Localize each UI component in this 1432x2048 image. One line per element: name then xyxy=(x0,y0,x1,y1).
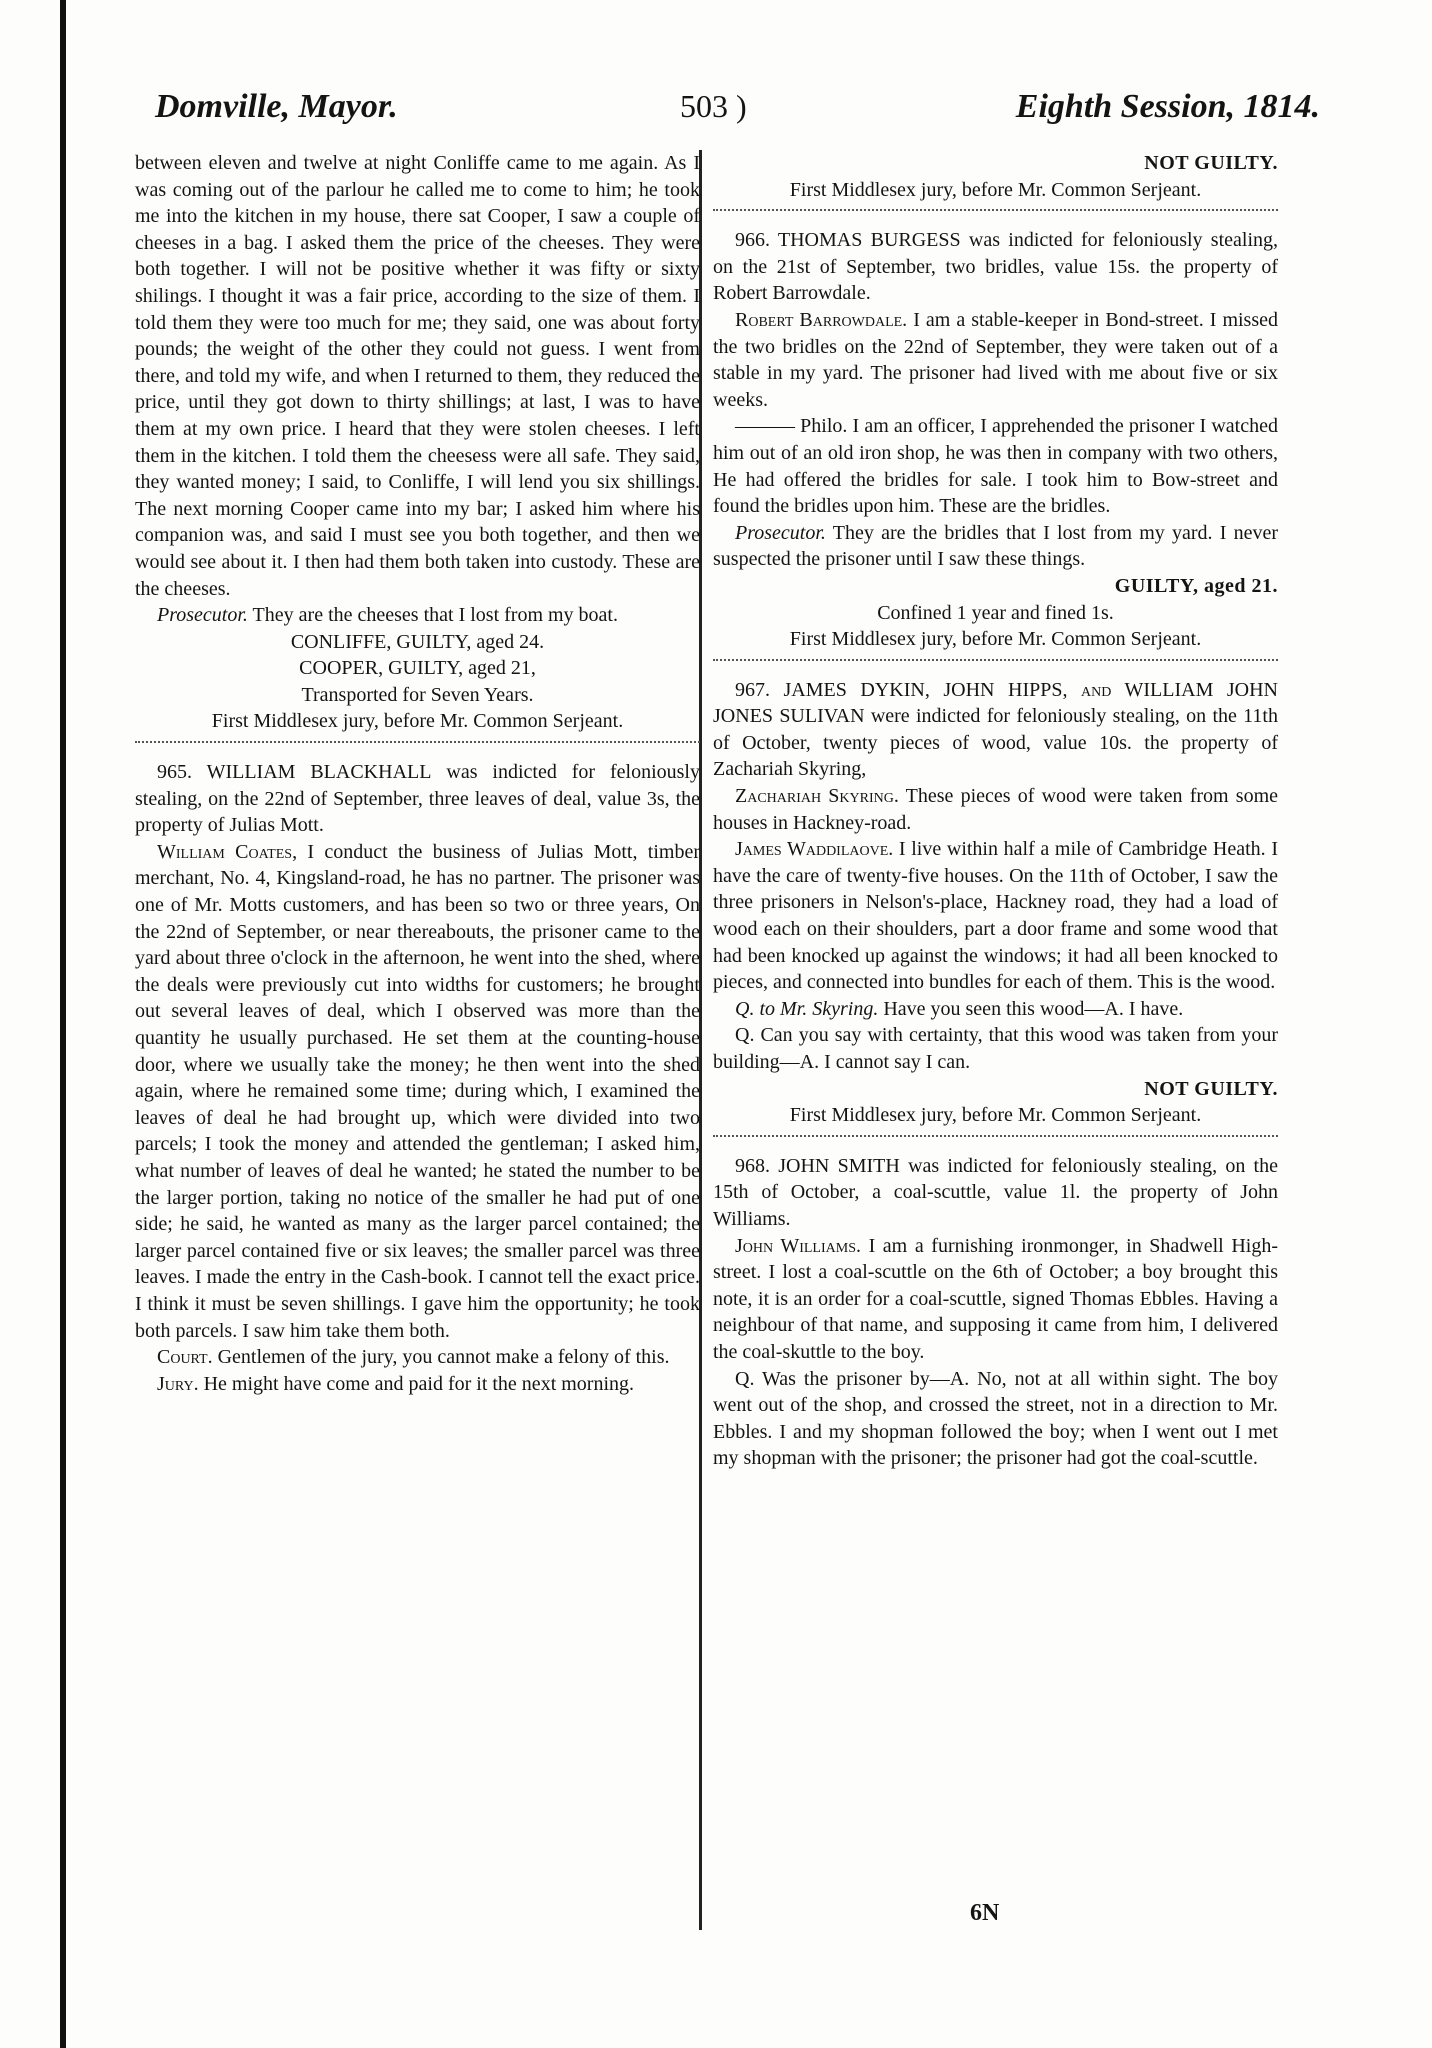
question-answer: Q. Was the prisoner by—A. No, not at all within sight. The boy went out of the shop, and crossed the street, not in a direction to Mr. Ebbles. I and my shopman followed the boy; when I went out I met my shopman with the prisoner; the prisoner had got the coal-scuttle. xyxy=(713,1367,1278,1470)
case-text: was indicted for feloniously stealing, on the 21st of September, two bridles, value 15s. the property of Robert Barrowdale. xyxy=(713,229,1279,305)
verdict-line: GUILTY, aged 21. xyxy=(1114,574,1278,597)
running-head-left: Domville, Mayor. xyxy=(155,88,398,125)
testimony-paragraph xyxy=(713,413,1278,519)
case-paragraph xyxy=(713,1153,1278,1233)
sentence-line: Confined 1 year and fined 1s. xyxy=(877,601,1114,624)
testimony-text: I conduct the business of Julias Mott, timber merchant, No. 4, Kingsland-road, he has no partner. The prisoner was one of Mr. Motts customers, and has been so two or three years, On the 22nd of September, or near thereabouts, the prisoner came to the yard about three o'clock in the afternoon, he went into the shed, where the deals were previously cut into widths for customers; he brought out several leaves of deal, which I observed was more than the quantity he usually purchased. He set them at the counting-house door, where we usually take the money; he then went into the shed again, where he remained some time; during which, I examined the leaves of deal he had brought up, which were divided into two parcels; I took the money and attended the gentleman; I asked him, what number of leaves of deal he wanted; he stated the number to be the larger portion, taking no notice of the smaller he had put of one side; he said, he wanted as many as the larger parcel contained; the larger parcel contained five or six leaves; the smaller parcel was three leaves. I made the entry in the Cash-book. I cannot tell the exact price. I think it must be seven shillings. I gave him the opportunity; he took both parcels. I saw him take them both. xyxy=(135,840,701,1342)
statement-text: They are the cheeses that I lost from my boat. xyxy=(247,604,618,627)
case-text: were indicted for feloniously stealing, on the 11th of October, twenty pieces of wood, value 10s. the property of Zachariah Skyring, xyxy=(713,705,1278,781)
jury-line: First Middlesex jury, before Mr. Common Serjeant. xyxy=(789,628,1202,651)
testimony-paragraph xyxy=(713,836,1278,996)
testimony-text: I am a stable-keeper in Bond-street. I missed the two bridles on the 22nd of September, they were taken out of a stable in my yard. The prisoner had lived with me about five or six weeks. xyxy=(713,308,1278,411)
speaker-label: Prosecutor. xyxy=(157,604,248,627)
case-paragraph xyxy=(713,227,1278,307)
jury-statement xyxy=(135,1371,700,1398)
testimony-text: I live within half a mile of Cambridge Heath. I have the care of twenty-five houses. On the 11th of October, I saw the three prisoners in Nelson's-place, Hackney road, they had a load of wood each on their shoulders, part a door frame and some wood that had been knocked up against the windows; it had all been knocked to pieces, and connected into bundles for each of them. This is the wood. xyxy=(713,838,1278,994)
witness-name: Zachariah Skyring. xyxy=(735,785,899,808)
witness-name: ——— Philo. xyxy=(735,415,848,438)
speaker-label: Jury. xyxy=(157,1372,199,1395)
case-paragraph xyxy=(135,759,700,839)
case-heading: 968. JOHN SMITH xyxy=(735,1154,900,1177)
question-label: Q. to Mr. Skyring. xyxy=(735,997,879,1020)
case-heading: 967. JAMES DYKIN, JOHN HIPPS, and WILLIAM JOHN JONES SULIVAN xyxy=(713,678,1278,728)
court-statement xyxy=(135,1344,700,1371)
testimony-paragraph: between eleven and twelve at night Conliffe came to me again. As I was coming out of the parlour he called me to come to him; he took me into the kitchen in my house, there sat Cooper, I saw a couple of cheeses in a bag. I asked them the price of the cheeses. They were both together. I will not be positive whether it was fifty or sixty shilings. I thought it was a fair price, according to the size of them. I told them they were too much for me; they said, one was about forty pounds; the weight of the other they could not guess. I went from there, and told my wife, and when I returned to them, they reduced the price, until they got down to thirty shillings; at last, I was to have them at my own price. I heard that they were stolen cheeses. I left them in the kitchen. I told them the cheesess were all safe. They said, they wanted money; I said, to Conliffe, I will lend you six shillings. The next morning Cooper came into my bar; I asked him where his companion was, and said I must see you both together, and then we would see about it. I then had them both taken into custody. These are the cheeses. xyxy=(135,152,700,600)
section-separator xyxy=(713,209,1278,219)
testimony-paragraph xyxy=(713,307,1278,413)
sentence-line: Transported for Seven Years. xyxy=(301,683,534,706)
testimony-text: These pieces of wood were taken from some houses in Hackney-road. xyxy=(713,785,1279,834)
witness-name: Robert Barrowdale. xyxy=(735,308,908,331)
testimony-paragraph xyxy=(713,783,1278,836)
testimony-text: I am a furnishing ironmonger, in Shadwell High-street. I lost a coal-scuttle on the 6th of October; a boy brought this note, it is an order for a coal-scuttle, signed Thomas Ebbles. Having a neighbour of that name, and supposing it came from him, I delivered the coal-skuttle to the boy. xyxy=(713,1234,1278,1363)
scan-edge-line xyxy=(60,0,66,2048)
case-text: was indicted for feloniously stealing, on the 22nd of September, three leaves of deal, value 3s, the property of Julias Mott. xyxy=(135,761,700,837)
right-column xyxy=(713,150,1278,1472)
left-column xyxy=(135,150,700,1397)
section-separator xyxy=(135,741,700,751)
qa-text: Have you seen this wood—A. I have. xyxy=(878,997,1184,1020)
verdict-line: COOPER, GUILTY, aged 21, xyxy=(299,657,536,680)
section-separator xyxy=(713,1135,1278,1145)
jury-line: First Middlesex jury, before Mr. Common Serjeant. xyxy=(789,1104,1202,1127)
running-head-right: Eighth Session, 1814. xyxy=(1015,88,1320,125)
statement-text: They are the bridles that I lost from my yard. I never suspected the prisoner until I saw these things. xyxy=(713,521,1278,571)
case-text: was indicted for feloniously stealing, on the 15th of October, a coal-scuttle, value 1l. the property of John Williams. xyxy=(713,1154,1278,1230)
witness-name: John Williams. xyxy=(735,1234,861,1257)
testimony-paragraph xyxy=(135,839,700,1344)
prosecutor-statement xyxy=(713,520,1278,573)
verdict-line: NOT GUILTY. xyxy=(1144,152,1278,174)
prosecutor-statement xyxy=(135,602,700,629)
question-answer xyxy=(713,996,1278,1023)
page-header xyxy=(155,88,1320,134)
witness-name: James Waddilaove. xyxy=(735,838,894,861)
speaker-label: Prosecutor. xyxy=(735,521,826,544)
testimony-text: I am an officer, I apprehended the prisoner I watched him out of an old iron shop, he was then in company with two others, He had offered the bridles for sale. I took him to Bow-street and found the bridles upon him. These are the bridles. xyxy=(713,415,1278,518)
statement-text: Gentlemen of the jury, you cannot make a felony of this. xyxy=(212,1346,670,1369)
jury-line: First Middlesex jury, before Mr. Common Serjeant. xyxy=(211,710,624,733)
verdict-line: CONLIFFE, GUILTY, aged 24. xyxy=(290,630,545,653)
verdict-line: NOT GUILTY. xyxy=(1144,1077,1278,1100)
case-heading: 965. WILLIAM BLACKHALL xyxy=(157,761,432,784)
section-separator xyxy=(713,659,1278,669)
signature-mark: 6N xyxy=(970,1900,1000,1926)
statement-text: He might have come and paid for it the next morning. xyxy=(198,1372,635,1395)
page-number: 503 ) xyxy=(680,88,747,124)
testimony-paragraph xyxy=(713,1233,1278,1366)
speaker-label: Court. xyxy=(157,1346,213,1369)
witness-name: William Coates, xyxy=(157,840,298,863)
case-paragraph xyxy=(713,677,1278,783)
question-answer: Q. Can you say with certainty, that this wood was taken from your building—A. I cannot say I can. xyxy=(713,1024,1278,1073)
jury-line: First Middlesex jury, before Mr. Common Serjeant. xyxy=(789,178,1202,201)
case-heading: 966. THOMAS BURGESS xyxy=(735,229,961,252)
